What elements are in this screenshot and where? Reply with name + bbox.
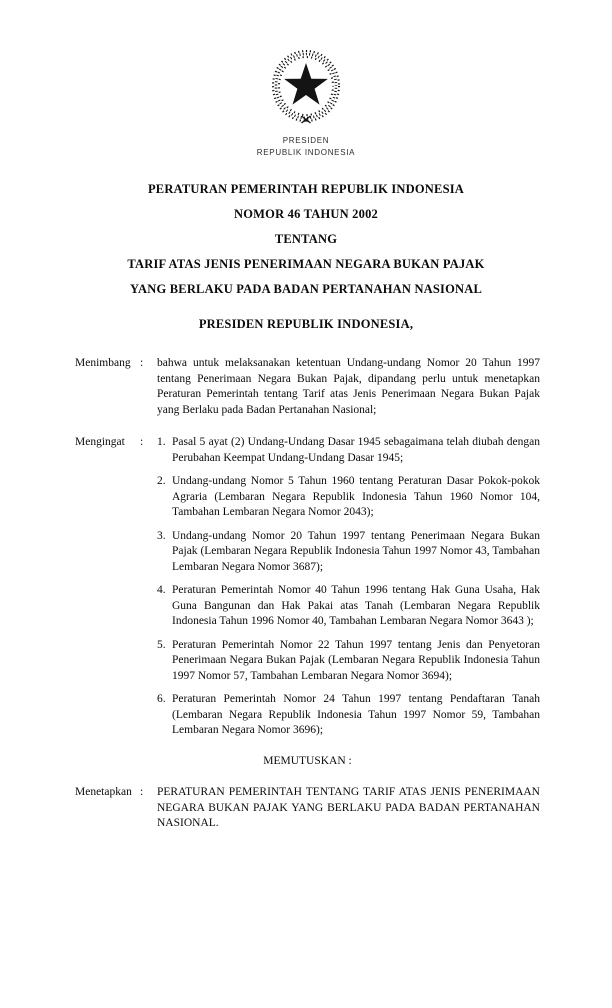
clause-label-mengingat: Mengingat — [75, 436, 125, 448]
salutation-heading: PRESIDEN REPUBLIK INDONESIA, — [198, 317, 414, 331]
clause-colon: : — [140, 357, 144, 369]
legal-item-2 — [157, 474, 540, 521]
clause-label-menimbang: Menimbang — [75, 357, 131, 369]
legal-item-text: Undang-undang Nomor 5 Tahun 1960 tentang Peraturan Dasar Pokok-pokok Agraria (Lembaran Negara Republik Indonesia Tahun 1960 Nomor 104, Tambahan Lembaran Negara Nomor 2043); — [172, 475, 540, 518]
legal-item-3 — [157, 529, 540, 576]
legal-item-6 — [157, 692, 540, 739]
legal-item-text: Peraturan Pemerintah Nomor 40 Tahun 1996 tentang Hak Guna Usaha, Hak Guna Bangunan dan Hak Pakai atas Tanah (Lembaran Negara Republik Indonesia Tahun 1996 Nomor 40, Tambahan Lembaran Negara Nomor 3643 ); — [172, 584, 540, 627]
emblem-caption-republik-indonesia: REPUBLIK INDONESIA — [256, 147, 356, 157]
title-line-regulation: PERATURAN PEMERINTAH REPUBLIK INDONESIA — [147, 182, 465, 196]
legal-item-number: 1. — [157, 436, 166, 448]
legal-item-number: 4. — [157, 584, 166, 596]
legal-item-text: Peraturan Pemerintah Nomor 22 Tahun 1997 tentang Jenis dan Penyetoran Penerimaan Negara Bukan Pajak (Lembaran Negara Republik Indonesia Tahun 1997 Nomor 57, Tambahan Lembaran Negara Nomor 3694); — [172, 638, 540, 682]
legal-item-number: 2. — [157, 475, 166, 487]
national-emblem — [0, 46, 612, 158]
title-line-number: NOMOR 46 TAHUN 2002 — [234, 207, 378, 221]
clause-menetapkan — [75, 785, 540, 832]
legal-item-5 — [157, 638, 540, 685]
title-line-subject-1: TARIF ATAS JENIS PENERIMAAN NEGARA BUKAN PAJAK — [127, 257, 485, 271]
legal-item-text: Undang-undang Nomor 20 Tahun 1997 tentang Penerimaan Negara Bukan Pajak (Lembaran Negara Republik Indonesia Tahun 1997 Nomor 43, Tambahan Lembaran Negara Nomor 3687); — [172, 529, 540, 573]
emblem-caption-presiden: PRESIDEN — [282, 136, 330, 145]
title-line-subject-2: YANG BERLAKU PADA BADAN PERTANAHAN NASIONAL — [129, 282, 483, 296]
clause-label-menetapkan: Menetapkan — [75, 786, 132, 798]
legal-item-text: Pasal 5 ayat (2) Undang-Undang Dasar 1945 sebagaimana telah diubah dengan Perubahan Keempat Undang-Undang Dasar 1945; — [172, 436, 540, 464]
clause-text-menetapkan: PERATURAN PEMERINTAH TENTANG TARIF ATAS JENIS PENERIMAAN NEGARA BUKAN PAJAK YANG BERLAKU PADA BADAN PERTANAHAN NASIONAL. — [157, 786, 540, 829]
clause-text-menimbang: bahwa untuk melaksanakan ketentuan Undang-undang Nomor 20 Tahun 1997 tentang Penerimaan Negara Bukan Pajak, dipandang perlu untuk menetapkan Peraturan Pemerintah tentang Tarif atas Jenis Penerimaan Negara Bukan Pajak yang Berlaku pada Badan Pertanahan Nasional; — [157, 357, 540, 416]
clause-menimbang — [75, 356, 540, 418]
star-wreath-icon — [260, 46, 352, 132]
title-line-tentang: TENTANG — [274, 232, 338, 246]
legal-item-4 — [157, 583, 540, 630]
legal-item-text: Peraturan Pemerintah Nomor 24 Tahun 1997 tentang Pendaftaran Tanah (Lembaran Negara Republik Indonesia Tahun 1997 Nomor 59, Tambahan Lembaran Negara Nomor 3696); — [172, 693, 540, 736]
legal-item-number: 3. — [157, 529, 166, 542]
legal-item-number: 5. — [157, 638, 166, 651]
mengingat-item-list — [157, 435, 540, 739]
memutuskan-heading: MEMUTUSKAN : — [263, 754, 352, 767]
clause-colon: : — [140, 786, 144, 798]
legal-item-number: 6. — [157, 693, 166, 705]
legal-item-1 — [157, 435, 540, 466]
clause-mengingat — [75, 435, 540, 739]
document-title-block — [0, 177, 612, 302]
document-body — [75, 356, 540, 832]
clause-colon: : — [140, 436, 144, 448]
